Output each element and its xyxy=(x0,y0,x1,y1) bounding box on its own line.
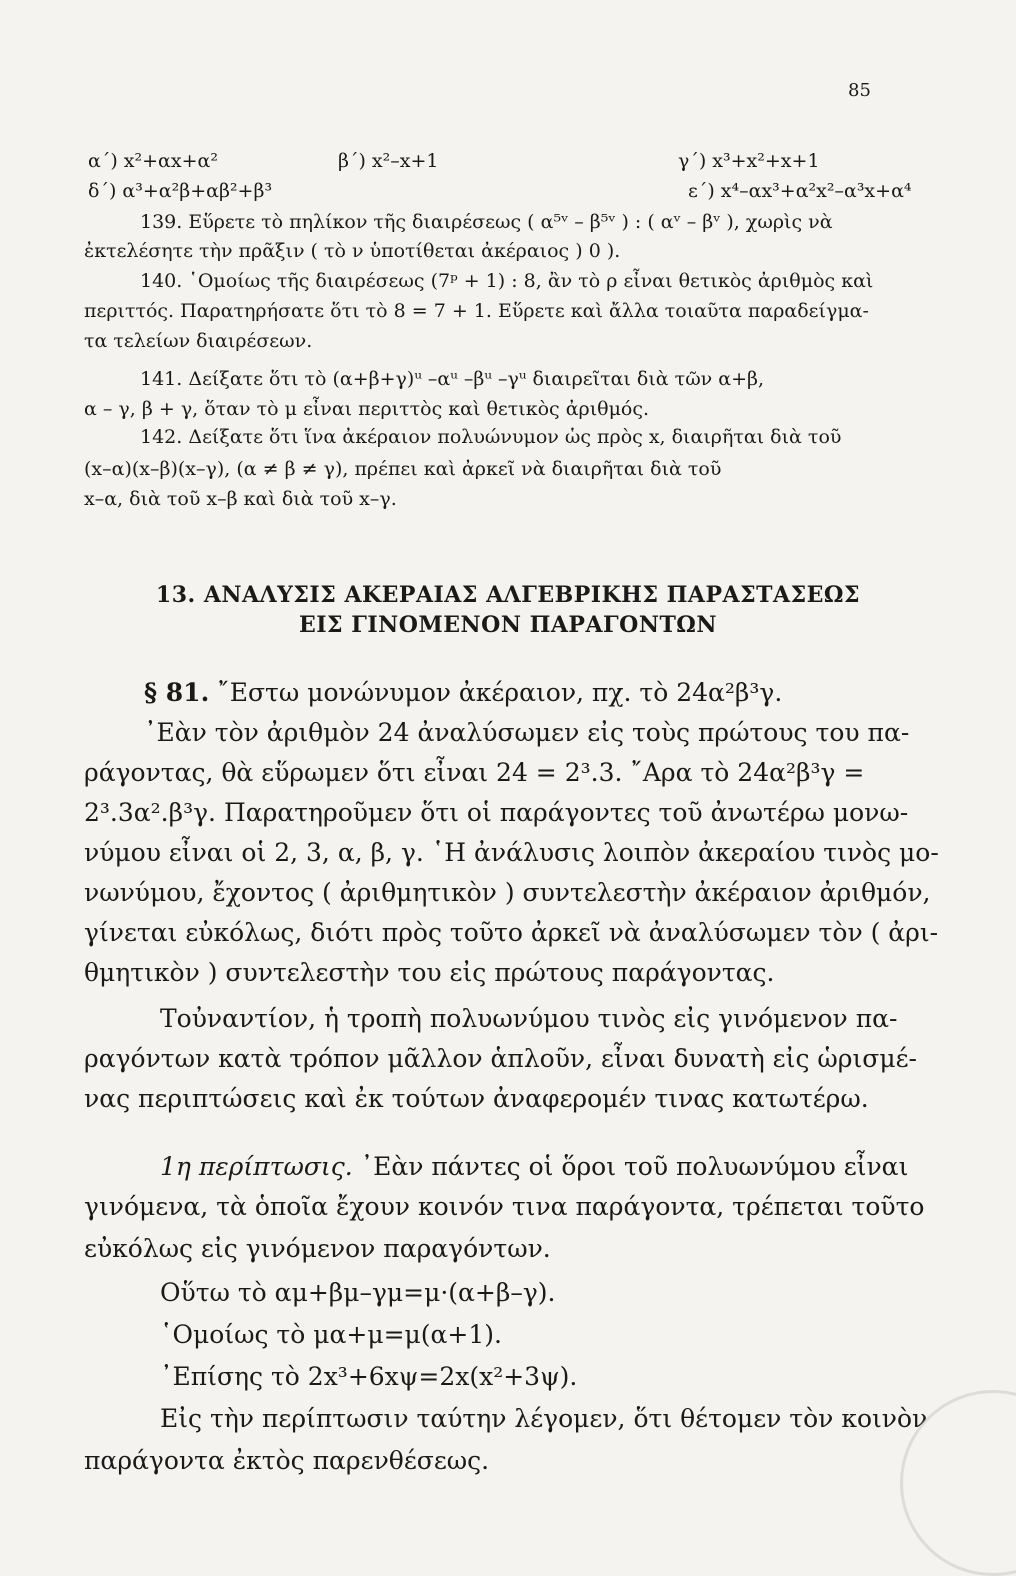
para-81-line-2: ᾿Εὰν τὸν ἀριθμὸν 24 ἀναλύσωμεν εἰς τοὺς πρώτους του πα- xyxy=(144,718,910,747)
exercise-d: δ΄) α³+α²β+αβ²+β³ xyxy=(88,180,273,202)
closing-line-2: παράγοντα ἐκτὸς παρενθέσεως. xyxy=(84,1446,490,1475)
exercise-b: β΄) x²–x+1 xyxy=(338,150,439,172)
para-81-line-3: ράγοντας, θὰ εὕρωμεν ὅτι εἶναι 24 = 2³.3. ῎Αρα τὸ 24α²β³γ = xyxy=(84,758,865,787)
para-81-line-7: γίνεται εὐκόλως, διότι πρὸς τοῦτο ἀρκεῖ νὰ ἀναλύσωμεν τὸν ( ἀρι- xyxy=(84,918,939,947)
closing-line-1: Εἰς τὴν περίπτωσιν ταύτην λέγομεν, ὅτι θέτομεν τὸν κοινὸν xyxy=(160,1404,928,1433)
example-line-2: ῾Ομοίως τὸ μα+μ=μ(α+1). xyxy=(160,1320,502,1349)
section-title-line-2: ΕΙΣ ΓΙΝΟΜΕΝΟΝ ΠΑΡΑΓΟΝΤΩΝ xyxy=(298,612,718,638)
section-title-line-1: 13. ΑΝΑΛΥΣΙΣ ΑΚΕΡΑΙΑΣ ΑΛΓΕΒΡΙΚΗΣ ΠΑΡΑΣΤΑΣΕΩΣ xyxy=(155,582,861,608)
case-1-line-1 xyxy=(160,1150,908,1184)
exercise-140-line-1: 140. ῾Ομοίως τῆς διαιρέσεως (7ᵖ + 1) : 8, ἂν τὸ ρ εἶναι θετικὸς ἀριθμὸς καὶ xyxy=(140,270,874,292)
case-1-line-2: γινόμενα, τὰ ὁποῖα ἔχουν κοινόν τινα παράγοντα, τρέπεται τοῦτο xyxy=(84,1192,925,1221)
exercise-140-line-3: τα τελείων διαιρέσεων. xyxy=(84,330,313,352)
exercise-142-line-3: x–α, διὰ τοῦ x–β καὶ διὰ τοῦ x–γ. xyxy=(84,488,397,510)
exercise-e: ε΄) x⁴–αx³+α²x²–α³x+α⁴ xyxy=(688,180,912,202)
para-81-label: § 81. xyxy=(144,678,210,707)
para-81-line-8: θμητικὸν ) συντελεστὴν του εἰς πρώτους παράγοντας. xyxy=(84,958,775,987)
para-81-line-1 xyxy=(144,676,782,710)
para-opposite-line-2: ραγόντων κατὰ τρόπον μᾶλλον ἁπλοῦν, εἶναι δυνατὴ εἰς ὡρισμέ- xyxy=(84,1044,917,1073)
para-81-line-4: 2³.3α².β³γ. Παρατηροῦμεν ὅτι οἱ παράγοντες τοῦ ἀνωτέρω μονω- xyxy=(84,798,909,827)
example-line-1: Οὕτω τὸ αμ+βμ–γμ=μ·(α+β–γ). xyxy=(160,1278,556,1307)
page-number: 85 xyxy=(848,80,871,101)
exercise-a: α΄) x²+αx+α² xyxy=(88,150,218,172)
case-1-first-line: ᾿Εὰν πάντες οἱ ὅροι τοῦ πολυωνύμου εἶναι xyxy=(352,1152,909,1181)
example-line-3: ᾿Επίσης τὸ 2x³+6xψ=2x(x²+3ψ). xyxy=(160,1362,578,1391)
exercise-140-line-2: περιττός. Παρατηρήσατε ὅτι τὸ 8 = 7 + 1. Εὕρετε καὶ ἄλλα τοιαῦτα παραδείγμα- xyxy=(84,300,869,322)
para-81-first-line: ῎Εστω μονώνυμον ἀκέραιον, πχ. τὸ 24α²β³γ. xyxy=(209,678,783,707)
para-opposite-line-1: Τοὐναντίον, ἡ τροπὴ πολυωνύμου τινὸς εἰς γινόμενον πα- xyxy=(160,1004,898,1033)
exercise-139-line-1: 139. Εὕρετε τὸ πηλίκον τῆς διαιρέσεως ( α⁵ᵛ – β⁵ᵛ ) : ( αᵛ – βᵛ ), χωρὶς νὰ xyxy=(140,211,833,233)
exercise-142-line-1: 142. Δείξατε ὅτι ἵνα ἀκέραιον πολυώνυμον ὡς πρὸς x, διαιρῆται διὰ τοῦ xyxy=(140,426,842,448)
para-81-line-5: νύμου εἶναι οἱ 2, 3, α, β, γ. ῾Η ἀνάλυσις λοιπὸν ἀκεραίου τινὸς μο- xyxy=(84,838,939,867)
exercise-141-line-1: 141. Δείξατε ὅτι τὸ (α+β+γ)ᵘ –αᵘ –βᵘ –γᵘ διαιρεῖται διὰ τῶν α+β, xyxy=(140,368,765,390)
exercise-c: γ΄) x³+x²+x+1 xyxy=(678,150,820,172)
exercise-139-line-2: ἐκτελέσητε τὴν πρᾶξιν ( τὸ ν ὑποτίθεται ἀκέραιος ) 0 ). xyxy=(84,240,621,262)
case-1-label: 1η περίπτωσις. xyxy=(160,1152,353,1181)
exercise-142-line-2: (x–α)(x–β)(x–γ), (α ≠ β ≠ γ), πρέπει καὶ ἀρκεῖ νὰ διαιρῆται διὰ τοῦ xyxy=(84,458,722,480)
case-1-line-3: εὐκόλως εἰς γινόμενον παραγόντων. xyxy=(84,1234,551,1263)
para-81-line-6: νωνύμου, ἔχοντος ( ἀριθμητικὸν ) συντελεστὴν ἀκέραιον ἀριθμόν, xyxy=(84,878,931,907)
para-opposite-line-3: νας περιπτώσεις καὶ ἐκ τούτων ἀναφερομέν τινας κατωτέρω. xyxy=(84,1084,869,1113)
exercise-141-line-2: α – γ, β + γ, ὅταν τὸ μ εἶναι περιττὸς καὶ θετικὸς ἀριθμός. xyxy=(84,398,650,420)
